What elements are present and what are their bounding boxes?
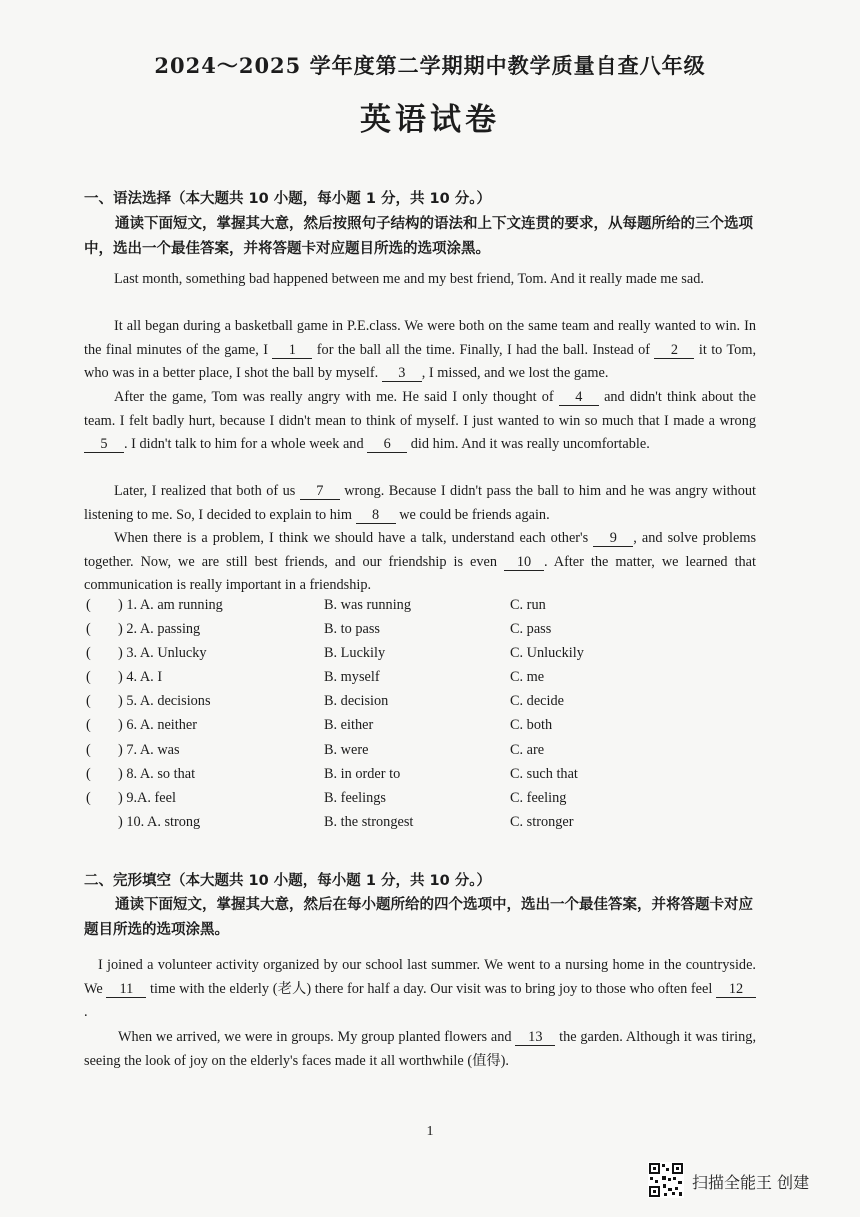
text: and didn't think about the team. I felt badly hurt, because I didn't mean to think of myself. I just wanted to win so much that I made a wrong xyxy=(84,389,757,429)
option-a: ) 4. A. I xyxy=(118,669,163,686)
section2-instructions: 通读下面短文，掌握其大意，然后在每小题所给的四个选项中，选出一个最佳答案，并将答题卡对应题目所选的选项涂黑。 xyxy=(84,897,753,938)
passage1-paragraph5 xyxy=(84,527,756,598)
option-a: ) 5. A. decisions xyxy=(118,693,211,710)
option-a: ) 3. A. Unlucky xyxy=(118,645,207,662)
exam-subject-title: 英语试卷 xyxy=(360,102,500,138)
blank-12: 12 xyxy=(716,982,756,998)
answer-paren[interactable]: ( xyxy=(86,741,91,758)
option-row-3 xyxy=(84,645,764,669)
option-b: B. Luckily xyxy=(324,645,386,662)
text: Later, I realized that both of us xyxy=(114,483,296,499)
text: time with the elderly (老人) there for half a day. Our visit was to bring joy to those who often feel xyxy=(150,980,713,997)
answer-paren[interactable]: ( xyxy=(86,789,91,806)
option-c: C. run xyxy=(510,597,546,613)
blank-8: 8 xyxy=(356,508,396,524)
text: the garden. Although it was tiring, seeing the look of joy on the elderly's faces made it all worthwhile (值得). xyxy=(84,1029,757,1069)
option-row-8 xyxy=(84,766,764,790)
text: . xyxy=(84,1004,88,1020)
blank-2: 2 xyxy=(654,343,694,359)
option-b: B. either xyxy=(324,717,374,734)
blank-1: 1 xyxy=(272,343,312,359)
text: , and solve problems together. Now, we are still best friends, and our friendship is even xyxy=(84,530,757,570)
blank-4: 4 xyxy=(559,390,599,406)
option-b: B. was running xyxy=(324,597,411,613)
answer-paren[interactable]: ( xyxy=(86,765,91,782)
text: wrong. Because I didn't pass the ball to him and he was angry without listening to me. So, I decided to explain to him xyxy=(84,483,756,523)
passage2-paragraph2 xyxy=(84,1026,756,1073)
answer-paren[interactable]: ( xyxy=(86,693,91,710)
page-number: 1 xyxy=(426,1124,434,1139)
option-row-7 xyxy=(84,742,764,766)
passage1-paragraph1: Last month, something bad happened between me and my best friend, Tom. And it really made me sad. xyxy=(114,271,704,287)
text: I joined a volunteer activity organized by our school last summer. We went to a nursing home in the countryside. We xyxy=(84,957,756,997)
exam-title: 2024～2025 学年度第二学期期中教学质量自查八年级 xyxy=(154,53,706,78)
option-row-5 xyxy=(84,693,764,717)
passage1-paragraph4 xyxy=(84,480,756,527)
option-a: ) 6. A. neither xyxy=(118,717,198,734)
option-c: C. me xyxy=(510,669,545,686)
text: . I didn't talk to him for a whole week and xyxy=(124,436,364,452)
blank-10: 10 xyxy=(504,555,544,571)
option-c: C. both xyxy=(510,717,553,734)
text: . After the matter, we learned that communication is really important in a friendship. xyxy=(84,553,757,593)
option-a: ) 7. A. was xyxy=(118,741,180,758)
text: it to Tom, who was in a better place, I shot the ball by myself. xyxy=(84,341,757,381)
option-row-10 xyxy=(84,814,764,838)
option-b: B. decision xyxy=(324,693,389,710)
passage2-paragraph1 xyxy=(84,954,756,1025)
blank-7: 7 xyxy=(300,484,340,500)
qr-code-icon xyxy=(648,1162,684,1198)
option-a: ) 10. A. strong xyxy=(118,813,201,830)
option-b: B. feelings xyxy=(324,789,386,806)
option-b: B. myself xyxy=(324,669,380,686)
text: for the ball all the time. Finally, I had the ball. Instead of xyxy=(316,341,651,358)
text: When we arrived, we were in groups. My group planted flowers and xyxy=(118,1029,512,1045)
blank-6: 6 xyxy=(367,437,407,453)
option-row-6 xyxy=(84,717,764,741)
option-row-1 xyxy=(84,597,764,621)
option-c: C. stronger xyxy=(510,813,574,830)
option-b: B. to pass xyxy=(324,621,381,638)
text: did him. And it was really uncomfortable. xyxy=(410,436,650,452)
answer-paren[interactable]: ( xyxy=(86,597,91,613)
blank-11: 11 xyxy=(106,982,146,998)
option-row-9 xyxy=(84,790,764,814)
option-a: ) 8. A. so that xyxy=(118,765,196,782)
option-b: B. were xyxy=(324,741,369,758)
section1-heading: 一、语法选择（本大题共 10 小题，每小题 1 分，共 10 分。） xyxy=(84,191,491,207)
option-c: C. decide xyxy=(510,693,564,710)
option-c: C. are xyxy=(510,741,545,758)
text: , I missed, and we lost the game. xyxy=(421,365,609,381)
answer-paren[interactable]: ( xyxy=(86,645,91,662)
text: we could be friends again. xyxy=(399,506,550,523)
blank-9: 9 xyxy=(593,531,633,547)
option-c: C. such that xyxy=(510,765,578,782)
option-row-2 xyxy=(84,621,764,645)
option-b: B. the strongest xyxy=(324,813,414,830)
option-a: ) 1. A. am running xyxy=(118,597,223,613)
section1-instructions: 通读下面短文，掌握其大意，然后按照句子结构的语法和上下文连贯的要求，从每题所给的三个选项中，选出一个最佳答案，并将答题卡对应题目所选的选项涂黑。 xyxy=(84,216,753,257)
option-row-4 xyxy=(84,669,764,693)
blank-13: 13 xyxy=(515,1030,555,1046)
option-c: C. pass xyxy=(510,621,552,638)
passage1-paragraph3 xyxy=(84,386,756,457)
options-list xyxy=(84,597,764,838)
answer-paren[interactable]: ( xyxy=(86,669,91,686)
text: It all began during a basketball game in P.E.class. We were both on the same team and really wanted to win. In the final minutes of the game, I xyxy=(84,318,756,358)
option-a: ) 9.A. feel xyxy=(118,789,176,806)
section2-heading: 二、完形填空（本大题共 10 小题，每小题 1 分，共 10 分。） xyxy=(84,873,491,889)
answer-paren[interactable]: ( xyxy=(86,717,91,734)
blank-5: 5 xyxy=(84,437,124,453)
passage1-paragraph2 xyxy=(84,315,756,386)
option-c: C. Unluckily xyxy=(510,645,584,662)
text: When there is a problem, I think we should have a talk, understand each other's xyxy=(114,530,589,546)
answer-paren[interactable]: ( xyxy=(86,621,91,638)
option-c: C. feeling xyxy=(510,789,567,806)
option-a: ) 2. A. passing xyxy=(118,621,201,638)
text: After the game, Tom was really angry with me. He said I only thought of xyxy=(114,389,554,405)
option-b: B. in order to xyxy=(324,765,401,782)
scanner-watermark: 扫描全能王 创建 xyxy=(692,1173,810,1192)
blank-3: 3 xyxy=(382,366,422,382)
